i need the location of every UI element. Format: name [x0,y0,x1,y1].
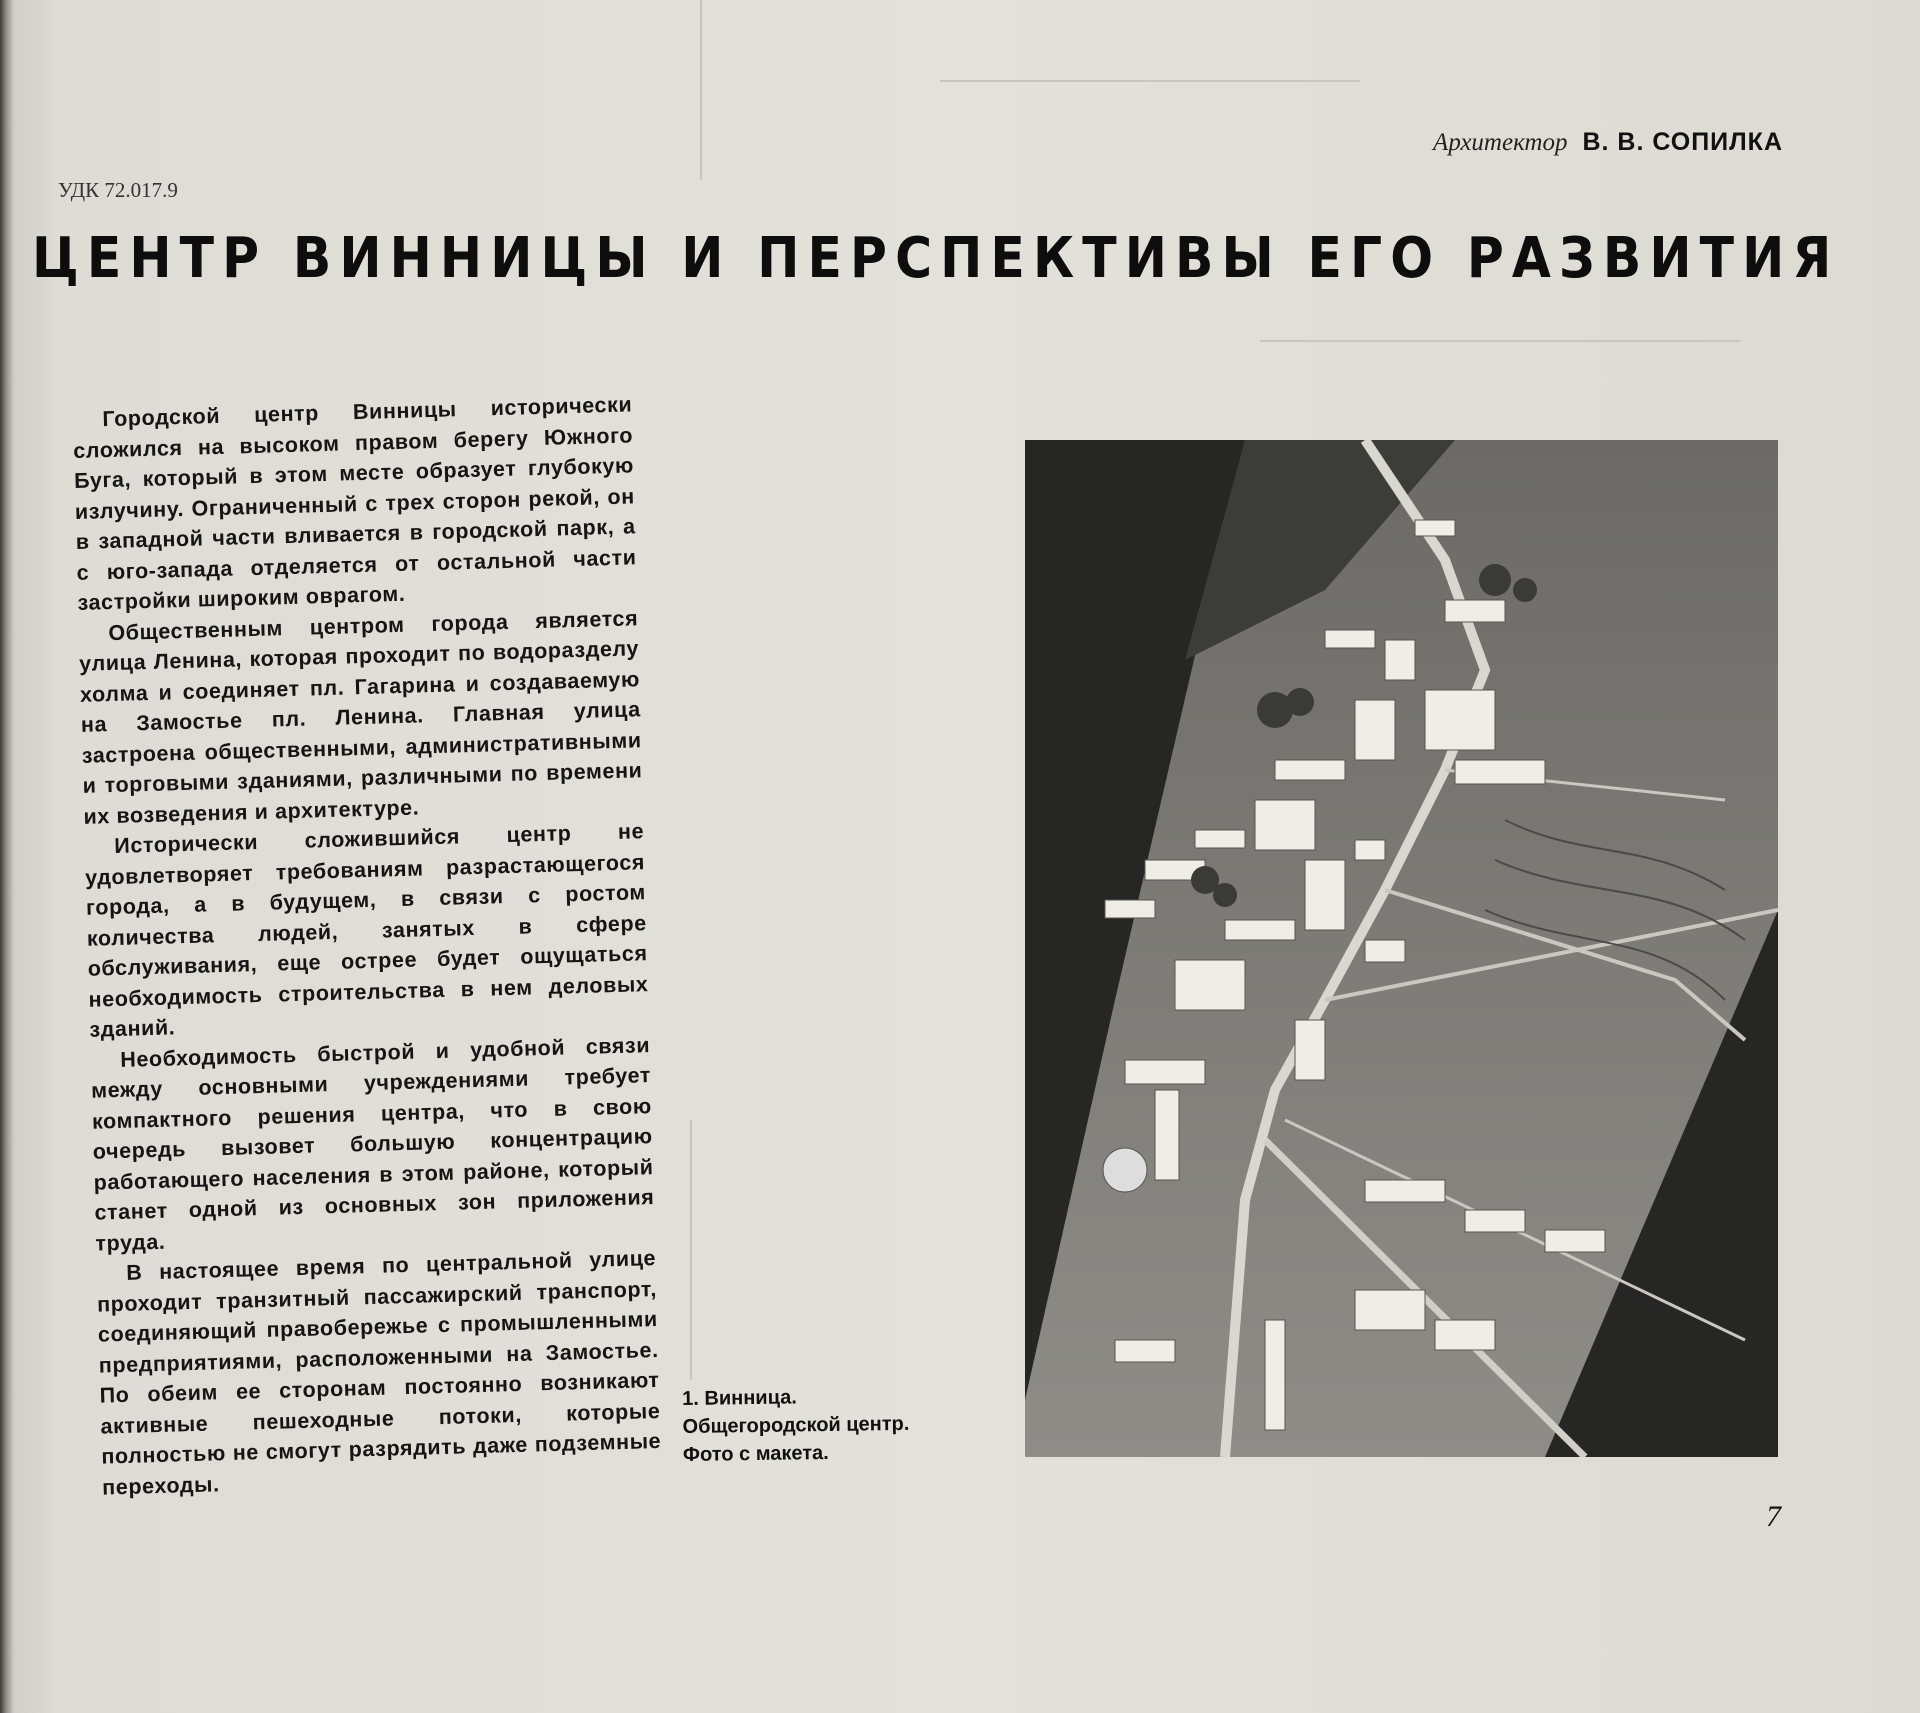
author-line [1433,128,1783,157]
article-title: ЦЕНТР ВИННИЦЫ И ПЕРСПЕКТИВЫ ЕГО РАЗВИТИЯ [32,226,1840,291]
author-name: В. В. СОПИЛКА [1582,128,1783,156]
paragraph: Общественным центром города является улица Ленина, которая проходит по водоразделу холма и соединяет пл. Гагарина и создаваемую на Замостье пл. Ленина. Главная улица застроена общественными, административными и торговыми зданиями, различными по времени их возведения и архитектуре. [78,605,643,829]
show-through-rule [690,1120,692,1380]
paragraph: Необходимость быстрой и удобной связи между основными учреждениями требует компактного решения центра, что в свою очередь вызовет большую концентрацию работающего населения в этом районе, который станет одной из основных зон приложения труда. [90,1032,655,1256]
author-role: Архитектор [1433,129,1568,156]
paragraph: Городской центр Винницы исторически сложился на высоком правом берегу Южного Буга, который в этом месте образует глубокую излучину. Ограниченный с трех сторон рекой, он в западной части вливается в городской парк, а с юго-запада отделяется от остальной части застройки широким оврагом. [72,392,637,615]
page-number: 7 [1766,1500,1781,1533]
city-model-photo [1025,440,1778,1457]
article-body [72,389,662,1502]
show-through-rule [1260,340,1740,342]
city-model-illustration [1025,440,1778,1457]
paragraph: Исторически сложившийся центр не удовлетворяет требованиям разрастающегося города, а в будущем, в связи с ростом количества людей, занятых в сфере обслуживания, еще острее будет ощущаться необходимость строительства в нем деловых зданий. [84,819,649,1042]
figure-caption: 1. Винница. Общегородской центр. Фото с макета. [682,1386,910,1466]
udk-code: УДК 72.017.9 [58,178,178,202]
paragraph: В настоящее время по центральной улице проходит транзитный пассажирский транспорт, соединяющий правобережье с промышленными предприятиями, расположенными на Замостье. По обеим ее сторонам постоянно возникают активные пешеходные потоки, которые полностью не смогут разрядить даже подземные переходы. [96,1246,662,1500]
show-through-rule [940,80,1360,82]
show-through-rule [700,0,702,180]
